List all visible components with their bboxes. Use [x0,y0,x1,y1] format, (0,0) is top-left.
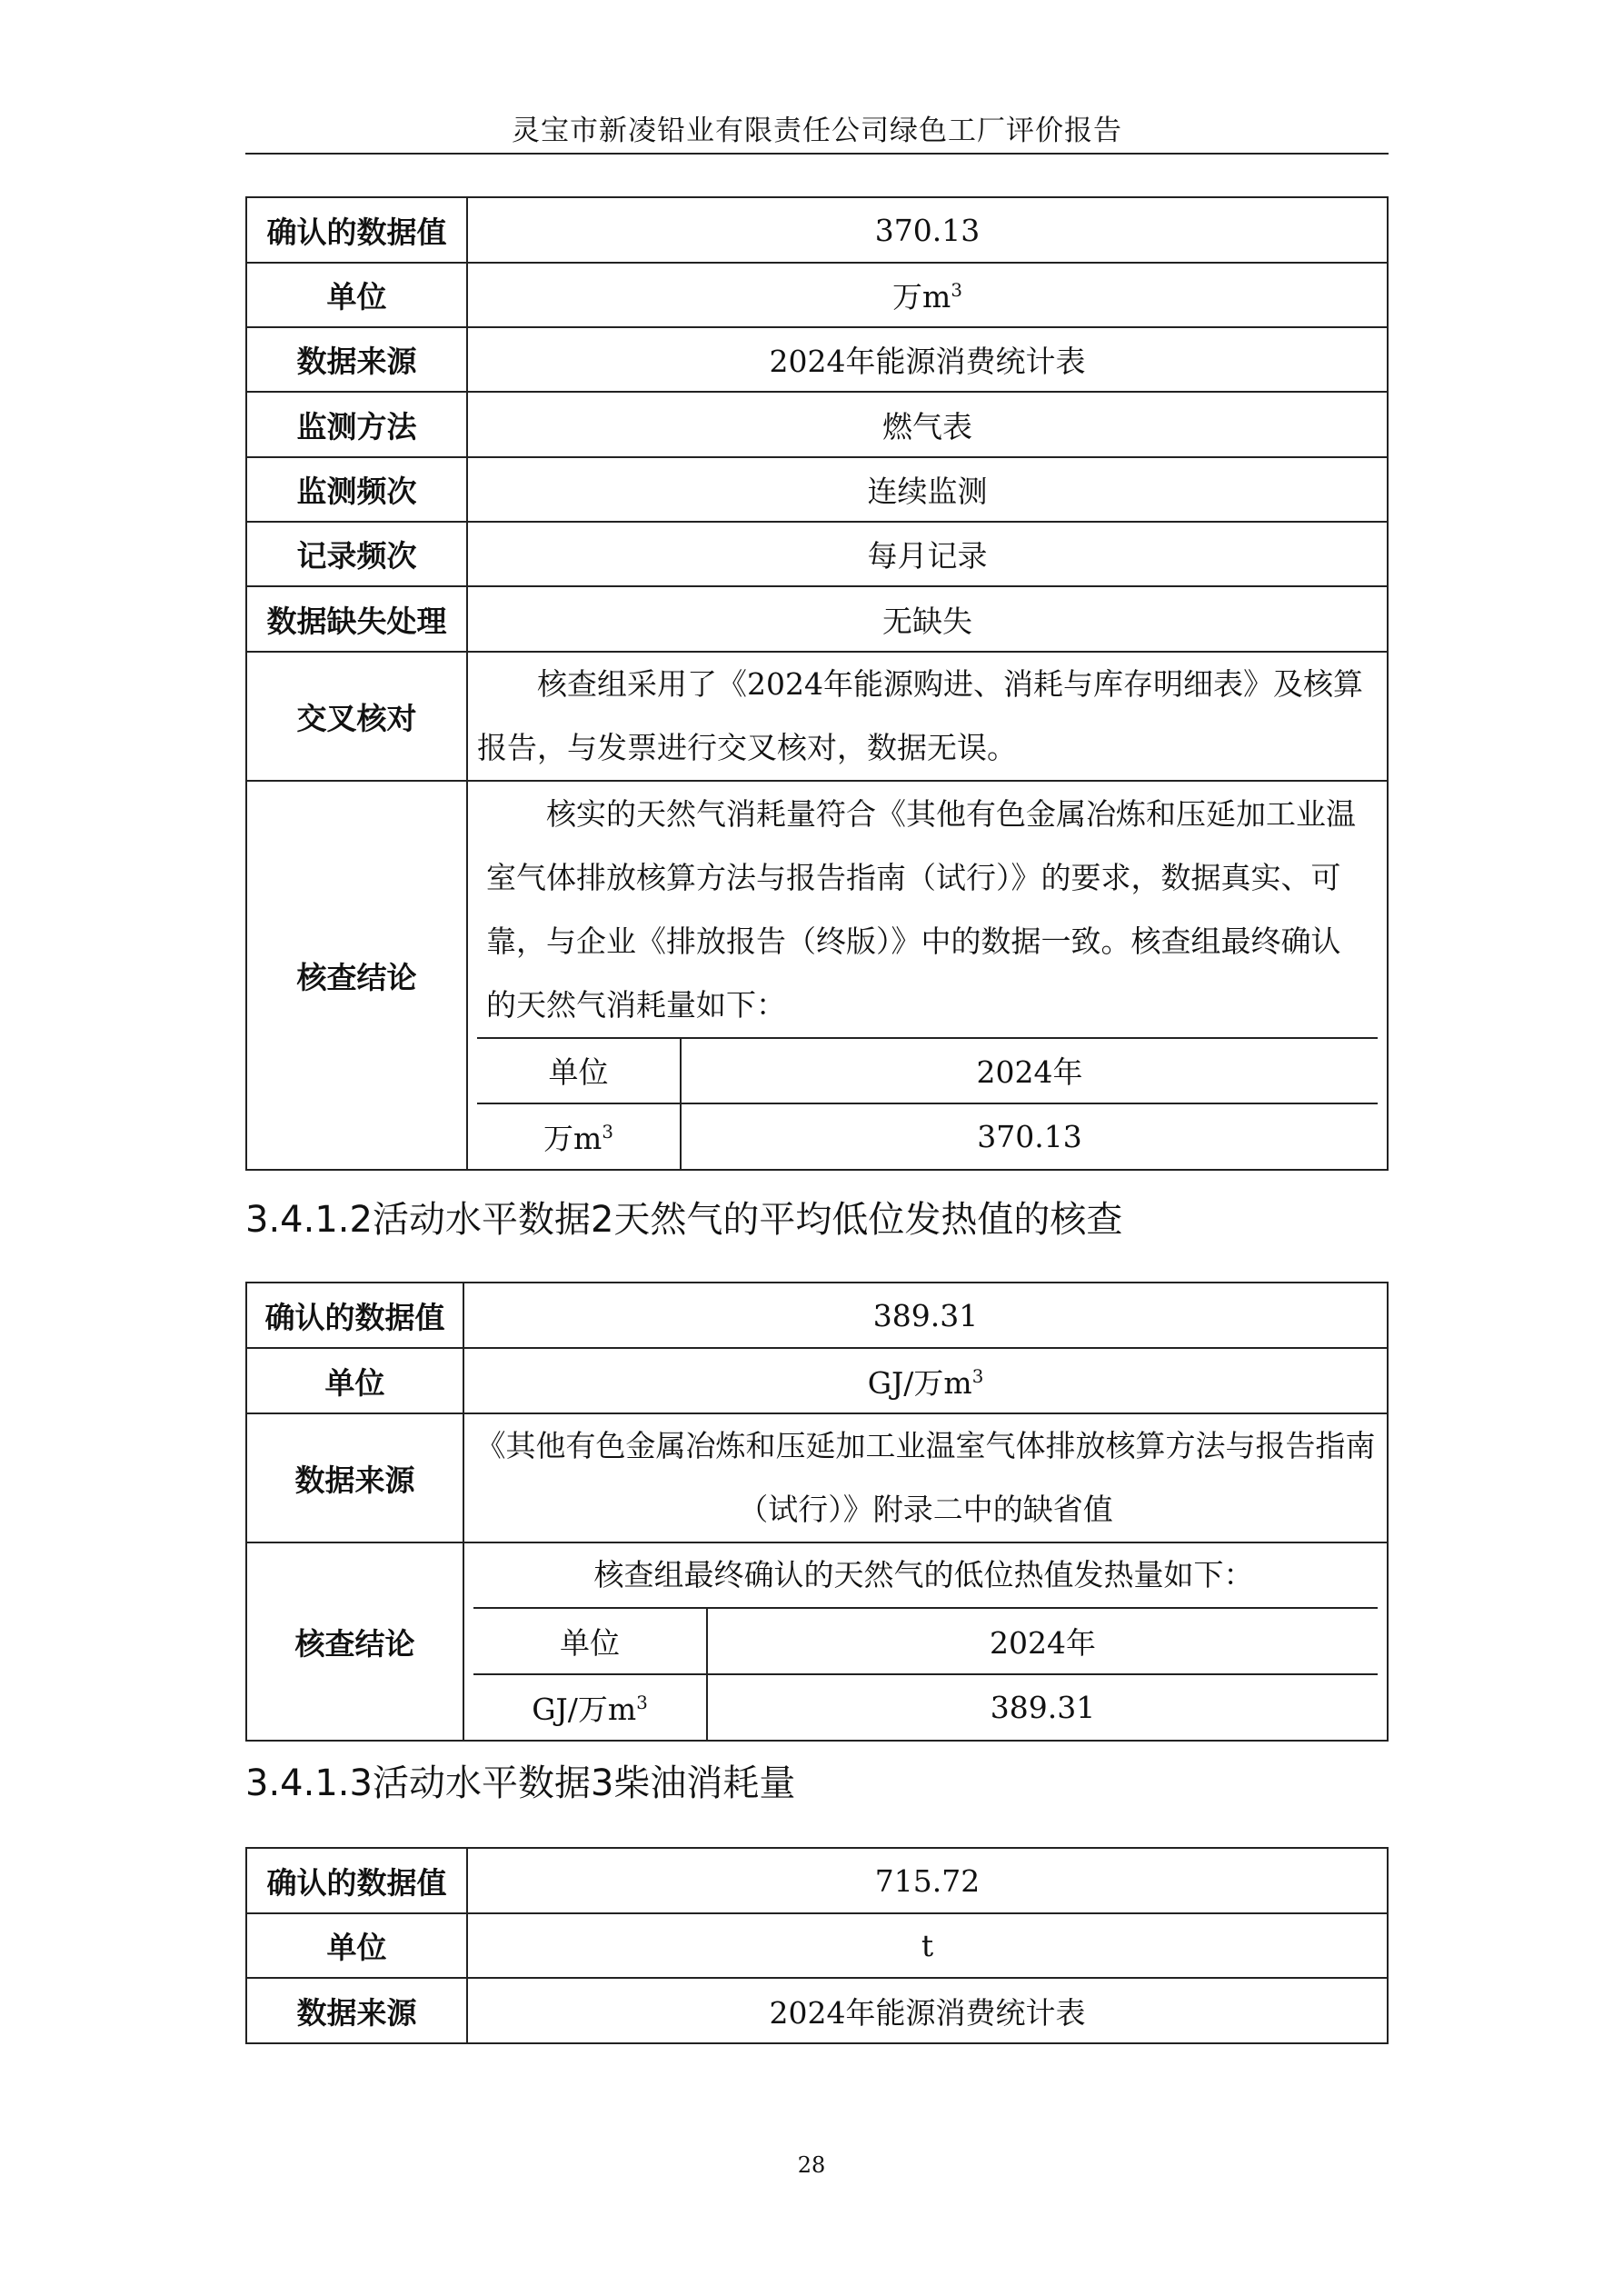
row-label: 数据来源 [246,327,467,392]
diesel-consumption-table [245,1847,1389,2044]
unit-text: GJ/万m [867,1364,972,1401]
inner-value-row [473,1674,1378,1740]
unit-superscript: 3 [951,280,962,301]
unit-superscript: 3 [971,1365,984,1387]
table-row [246,522,1388,586]
row-label: 核查结论 [246,781,467,1170]
conclusion-paragraph [477,783,1378,1037]
table-row [246,1413,1388,1542]
heating-value-table [245,1282,1389,1742]
row-label: 监测频次 [246,457,467,522]
row-value: 370.13 [467,197,1388,263]
table-row [246,1848,1388,1913]
row-value-paragraph: 《其他有色金属冶炼和压延加工业温室气体排放核算方法与报告指南（试行）》附录二中的缺省值 [463,1413,1388,1542]
unit-superscript: 3 [636,1692,648,1713]
row-value: 每月记录 [467,522,1388,586]
table-row [246,457,1388,522]
row-label: 确认的数据值 [246,1848,467,1913]
conclusion-cell [463,1542,1388,1741]
row-value [467,263,1388,327]
table-row [246,652,1388,781]
table-row [246,1542,1388,1741]
page-number: 28 [797,2152,826,2178]
row-value: 连续监测 [467,457,1388,522]
conclusion-paragraph: 核查组最终确认的天然气的低位热值发热量如下： [593,1557,1254,1592]
row-value: 2024年能源消费统计表 [467,1978,1388,2043]
inner-value: 370.13 [681,1103,1378,1169]
inner-header-row [473,1608,1378,1674]
inner-header-year: 2024年 [707,1608,1378,1674]
table-row [246,1283,1388,1348]
inner-header-unit: 单位 [477,1038,681,1103]
row-label: 交叉核对 [246,652,467,781]
inner-unit [477,1103,681,1169]
table-row [246,1348,1388,1413]
row-value-paragraph [467,652,1388,781]
table-row [246,1978,1388,2043]
row-label: 数据缺失处理 [246,586,467,652]
row-label: 确认的数据值 [246,197,467,263]
cross-check-text: 核查组采用了《2024年能源购进、消耗与库存明细表》及核算报告，与发票进行交叉核对，数据无误。 [477,666,1363,765]
table-row [246,392,1388,457]
inner-value-row [477,1103,1378,1169]
conclusion-cell [467,781,1388,1170]
inner-header-unit: 单位 [473,1608,707,1674]
row-value: t [467,1913,1388,1978]
table-row [246,586,1388,652]
row-value: 2024年能源消费统计表 [467,327,1388,392]
table-row [246,1913,1388,1978]
row-label: 单位 [246,1348,463,1413]
row-label: 核查结论 [246,1542,463,1741]
section-heading: 3.4.1.3活动水平数据3柴油消耗量 [245,1762,796,1804]
inner-value: 389.31 [707,1674,1378,1740]
natural-gas-consumption-table [245,196,1389,1171]
row-value: 无缺失 [467,586,1388,652]
row-label: 确认的数据值 [246,1283,463,1348]
row-label: 单位 [246,263,467,327]
row-value: 715.72 [467,1848,1388,1913]
table-row [246,327,1388,392]
row-value: 燃气表 [467,392,1388,457]
unit-text: 万m [892,279,951,314]
row-label: 数据来源 [246,1413,463,1542]
confirmed-value-table [473,1607,1378,1740]
inner-unit [473,1674,707,1740]
table-row [246,781,1388,1170]
unit-superscript: 3 [602,1121,613,1143]
page-header: 灵宝市新凌铅业有限责任公司绿色工厂评价报告 [512,115,1122,147]
table-row [246,197,1388,263]
row-label: 监测方法 [246,392,467,457]
row-label: 记录频次 [246,522,467,586]
table-row [246,263,1388,327]
inner-header-row [477,1038,1378,1103]
conclusion-text: 核实的天然气消耗量符合《其他有色金属冶炼和压延加工业温室气体排放核算方法与报告指南（试行）》的要求，数据真实、可靠，与企业《排放报告（终版）》中的数据一致。核查组最终确认的天然气消耗量如下： [486,795,1356,1023]
section-heading: 3.4.1.2活动水平数据2天然气的平均低位发热值的核查 [245,1199,1123,1241]
inner-header-year: 2024年 [681,1038,1378,1103]
row-value: 389.31 [463,1283,1388,1348]
header-divider [245,153,1389,155]
row-value [463,1348,1388,1413]
unit-text: 万m [543,1120,602,1156]
confirmed-value-table [477,1037,1378,1169]
row-label: 单位 [246,1913,467,1978]
row-label: 数据来源 [246,1978,467,2043]
unit-text: GJ/万m [532,1692,637,1727]
